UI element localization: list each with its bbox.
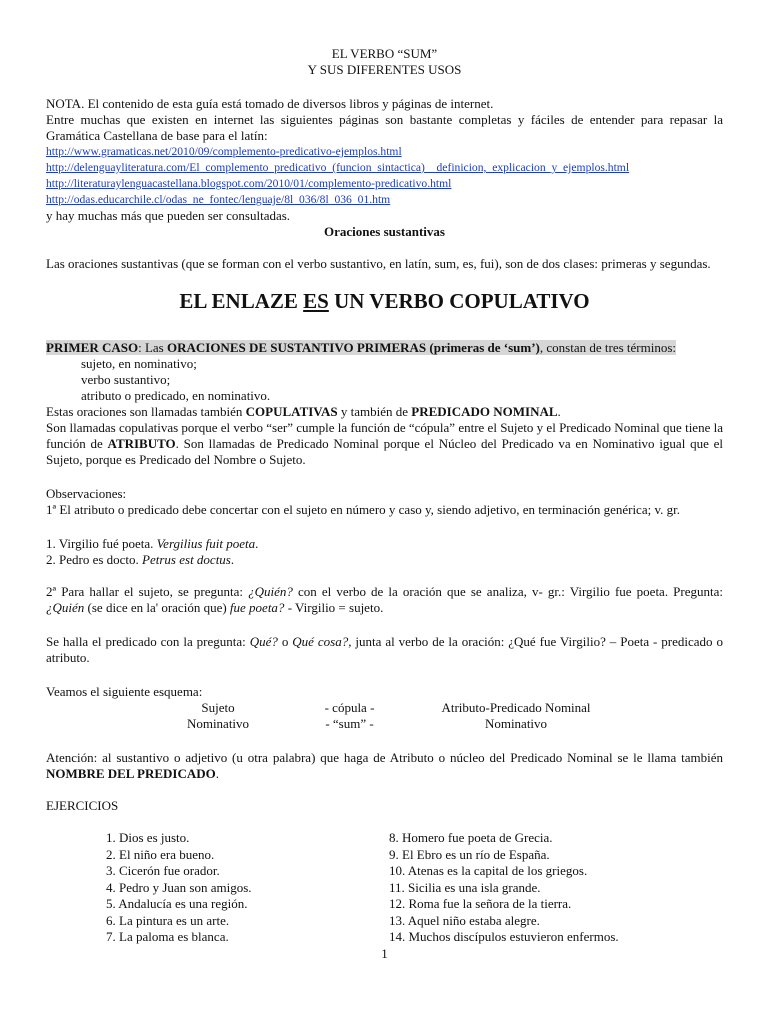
exercise-item: 1. Dios es justo. — [106, 830, 190, 845]
example-spanish: 2. Pedro es docto. — [46, 552, 143, 567]
schema-cell: Sujeto — [201, 700, 235, 715]
text-run: (se dice en la' oración que) — [84, 600, 230, 615]
text-run: Atención: al sustantivo o adjetivo (u otra palabra) que haga de Atributo o núcleo del Predicado Nominal se le llama también — [46, 750, 723, 765]
link-educarchile[interactable]: http://odas.educarchile.cl/odas_ne_fontec/lenguaje/8l_036/8l_036_01.htm — [46, 193, 391, 206]
bold-run: NOMBRE DEL PREDICADO — [46, 766, 216, 781]
term-item: verbo sustantivo; — [81, 372, 171, 387]
document-title — [46, 46, 723, 78]
exercise-item: 8. Homero fue poeta de Grecia. — [389, 830, 553, 845]
primer-caso-rest: , constan de tres términos: — [539, 340, 676, 355]
observation-2 — [46, 584, 723, 616]
big-heading-es: ES — [303, 289, 329, 313]
schema-cell: - “sum” - — [325, 716, 374, 731]
llamadas-paragraph — [46, 420, 723, 468]
bold-run: PREDICADO NOMINAL — [411, 404, 558, 419]
term-item: atributo o predicado, en nominativo. — [81, 388, 271, 403]
ejercicios-heading: EJERCICIOS — [46, 798, 119, 813]
primer-caso-highlight — [46, 340, 676, 355]
example-item — [46, 552, 723, 568]
link-list — [46, 144, 723, 208]
primer-caso-label: PRIMER CASO — [46, 340, 139, 355]
section-heading: Oraciones sustantivas — [324, 224, 445, 239]
exercise-item: 3. Cicerón fue orador. — [106, 863, 220, 878]
text-run: . — [557, 404, 561, 419]
example-end: . — [230, 552, 235, 567]
title-line-2: Y SUS DIFERENTES USOS — [307, 62, 462, 77]
link-literaturaylengua[interactable]: http://literaturaylenguacastellana.blogspot.com/2010/01/complemento-predicativo.html — [46, 177, 452, 190]
text-run: con el verbo de la oración que se analiza, v- gr.: Virgilio fue poeta. Pregunta: — [292, 584, 724, 599]
text-run: 2ª Para hallar el sujeto, se pregunta: — [46, 584, 249, 599]
exercise-item: 7. La paloma es blanca. — [106, 929, 229, 944]
text-run: Estas oraciones son llamadas también — [46, 404, 246, 419]
title-line-1: EL VERBO “SUM” — [331, 46, 438, 61]
examples-list — [46, 536, 723, 568]
example-spanish: 1. Virgilio fué poeta. — [46, 536, 157, 551]
big-heading — [46, 288, 723, 314]
page-number: 1 — [381, 946, 388, 961]
exercise-item: 12. Roma fue la señora de la tierra. — [389, 896, 572, 911]
exercises-list — [46, 830, 768, 946]
text-run: , junta al verbo de la oración: ¿Qué fue Virgilio? – Poeta - predicado o atributo. — [46, 634, 723, 665]
text-run: Se halla el predicado con la pregunta: — [46, 634, 250, 649]
link-gramaticas[interactable]: http://www.gramaticas.net/2010/09/complemento-predicativo-ejemplos.html — [46, 145, 402, 158]
text-run: o — [277, 634, 293, 649]
exercise-item: 11. Sicilia es una isla grande. — [389, 879, 541, 895]
nota-line-2: Entre muchas que existen en internet las siguientes páginas son bastante completas y fáciles de entender para repasar la Gramática Castellana de base para el latín: — [46, 112, 723, 143]
observation-1: 1ª El atributo o predicado debe concertar con el sujeto en número y caso y, siendo adjetivo, en terminación genérica; v. gr. — [46, 502, 680, 517]
observaciones-heading: Observaciones: — [46, 486, 127, 501]
example-latin: Vergilius fuit poeta — [156, 536, 256, 551]
exercise-item: 5. Andalucía es una región. — [106, 896, 248, 911]
exercise-item: 6. La pintura es un arte. — [106, 912, 230, 928]
bold-run: ATRIBUTO — [107, 436, 176, 451]
bold-run: COPULATIVAS — [245, 404, 338, 419]
schema-cell: - cópula - — [324, 700, 375, 715]
exercise-item: 4. Pedro y Juan son amigos. — [106, 879, 252, 895]
nota-paragraph — [46, 96, 723, 144]
esquema-intro: Veamos el siguiente esquema: — [46, 684, 203, 699]
term-item: sujeto, en nominativo; — [81, 356, 197, 371]
primer-caso-colon: : Las — [138, 340, 167, 355]
example-item — [46, 536, 723, 552]
schema-table — [46, 700, 723, 732]
italic-run: Qué? — [249, 634, 278, 649]
nota-line-1: NOTA. El contenido de esta guía está tomado de diversos libros y páginas de internet. — [46, 96, 494, 111]
exercise-item: 13. Aquel niño estaba alegre. — [389, 912, 540, 928]
exercise-item: 10. Atenas es la capital de los griegos. — [389, 863, 588, 878]
exercise-item: 9. El Ebro es un río de España. — [389, 846, 550, 862]
primer-caso-paragraph — [46, 340, 723, 356]
example-latin: Petrus est doctus — [142, 552, 231, 567]
link-delenguayliteratura[interactable]: http://delenguayliteratura.com/El_complemento_predicativo_(funcion_sintactica)__definicion,_explicacion_y_ejemplos.html — [46, 161, 630, 174]
predicado-paragraph — [46, 634, 723, 666]
text-run: y también de — [337, 404, 412, 419]
exercise-item: 14. Muchos discípulos estuvieron enfermos. — [389, 929, 619, 944]
atencion-paragraph — [46, 750, 723, 782]
primer-caso-bold: ORACIONES DE SUSTANTIVO PRIMERAS (primeras de ‘sum’) — [166, 340, 540, 355]
big-heading-after: UN VERBO COPULATIVO — [328, 289, 590, 313]
intro-paragraph: Las oraciones sustantivas (que se forman con el verbo sustantivo, en latín, sum, es, fui), son de dos clases: primeras y segundas. — [46, 256, 711, 271]
text-run: . — [215, 766, 219, 781]
italic-run: Qué cosa? — [292, 634, 349, 649]
text-run: . Son llamadas de Predicado Nominal porque el Núcleo del Predicado va en Nominativo igual que el Sujeto, porque es Predicado del Nombre o Sujeto. — [46, 436, 723, 467]
exercise-item: 2. El niño era bueno. — [106, 846, 215, 862]
more-pages-text: y hay muchas más que pueden ser consultadas. — [46, 208, 291, 223]
copulativas-paragraph — [46, 404, 723, 420]
schema-cell: Nominativo — [484, 716, 548, 731]
big-heading-before: EL ENLAZE — [179, 289, 304, 313]
schema-cell: Nominativo — [186, 716, 250, 731]
italic-run: ¿Quién? — [248, 584, 293, 599]
italic-run: fue poeta? — [229, 600, 285, 615]
italic-run: ¿Quién — [46, 600, 85, 615]
schema-cell: Atributo-Predicado Nominal — [441, 700, 591, 715]
example-end: . — [255, 536, 259, 551]
text-run: Son llamadas copulativas porque el verbo “ser” cumple la función de “cópula” entre el Sujeto y el Predicado Nominal que tiene la función de — [46, 420, 723, 451]
terms-list — [46, 356, 758, 404]
text-run: - Virgilio = sujeto. — [284, 600, 384, 615]
